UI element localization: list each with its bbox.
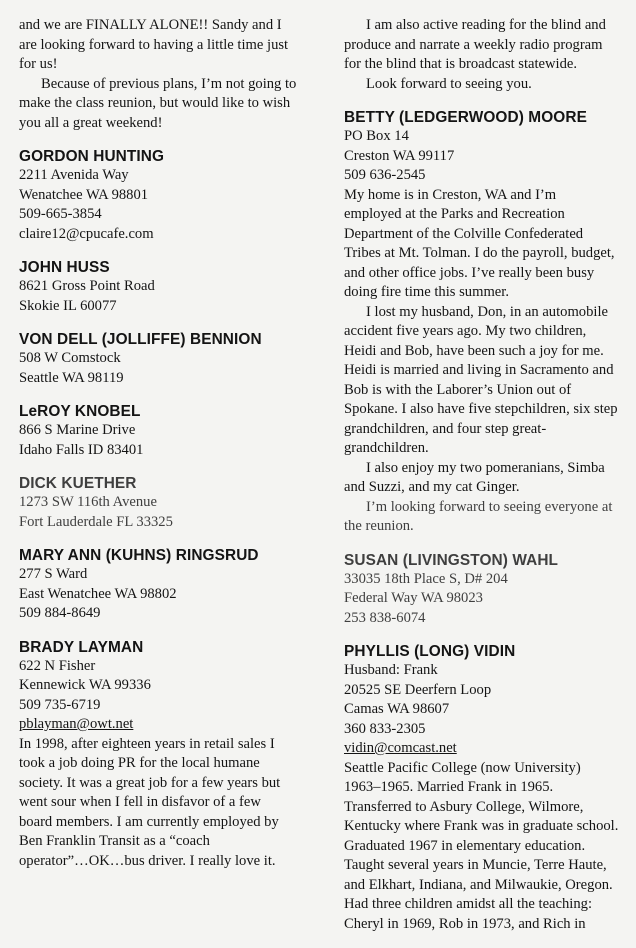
bio-line: Kentucky where Frank was in graduate school. [344,818,619,834]
text-line: Because of previous plans, I’m not going to [41,75,297,92]
intro-continuation [19,16,304,133]
bio-line: the reunion. [344,518,414,534]
entry-name: DICK KUETHER [19,475,137,492]
bio-line: and Elkhart, Indiana, and Milwaukie, Oregon. [344,876,613,893]
text-line: are looking forward to having a little time just [19,36,289,53]
bio-line: operator”…OK…bus driver. I really love it. [19,852,276,869]
bio-line: society. It was a great job for a few years but [19,774,281,791]
bio-line: grandchildren. [344,440,429,456]
left-column [19,16,304,885]
entry-susan-wahl [344,551,620,629]
address-line: Fort Lauderdale FL 33325 [19,513,173,530]
bio-line: Tribes at Mt. Tolman. I do the payroll, budget, [344,245,615,261]
phone-line: 509-665-3854 [19,206,102,222]
entry-name: BRADY LAYMAN [19,638,144,656]
address-line: 277 S Ward [19,566,88,582]
bio-line: and other office jobs. I’ve really been busy [344,264,595,281]
entry-name: GORDON HUNTING [19,148,165,165]
bio-line: Heidi and Bob, have been such a joy for me. [344,342,604,359]
bio-line: My home is in Creston, WA and I’m [344,186,557,203]
intro-continuation [344,16,620,94]
text-line: for the blind that is broadcast statewide. [344,56,578,72]
bio-line: 1963–1965. Married Frank in 1965. [344,779,554,795]
entry-name: VON DELL (JOLLIFFE) BENNION [19,331,262,348]
bio-line: employed at the Parks and Recreation [344,206,565,222]
entry-name: JOHN HUSS [19,259,110,276]
bio-line: Cheryl in 1969, Rob in 1973, and Rich in [344,915,586,932]
address-line: Kennewick WA 99336 [19,677,151,693]
text-line: Look forward to seeing you. [366,75,532,92]
bio-line: doing fire time this summer. [344,284,509,300]
entry-mary-ann-ringsrud [19,546,304,624]
address-line: 866 S Marine Drive [19,422,136,438]
spouse-line: Husband: Frank [344,662,438,678]
bio-line: Graduated 1967 in elementary education. [344,837,586,854]
bio-line: grandchildren, and four step great- [344,420,547,437]
entry-gordon-hunting [19,147,304,244]
text-line: make the class reunion, but would like to wish [19,95,291,111]
bio-line: Seattle Pacific College (now University) [344,759,581,776]
entry-john-huss [19,258,304,316]
email-link[interactable]: pblayman@owt.net [19,716,134,732]
phone-line: 509 636-2545 [344,167,426,183]
text-line: and we are FINALLY ALONE!! Sandy and I [19,17,282,33]
bio-line: Bob is with the Laborer’s Union out of [344,381,572,398]
bio-line: Had three children amidst all the teaching: [344,896,593,912]
text-line: I am also active reading for the blind and [366,17,606,33]
address-line: East Wenatchee WA 98802 [19,585,177,602]
bio-line: took a job doing PR for the local humane [19,755,260,771]
entry-name: MARY ANN (KUHNS) RINGSRUD [19,547,259,564]
entry-dick-kuether [19,474,304,532]
bio-line: I also enjoy my two pomeranians, Simba [366,459,605,476]
text-line: produce and narrate a weekly radio program [344,36,603,53]
email-link[interactable]: vidin@comcast.net [344,740,457,756]
bio-line: In 1998, after eighteen years in retail sales I [19,735,275,752]
address-line: 508 W Comstock [19,350,121,366]
address-line: Idaho Falls ID 83401 [19,441,144,458]
entry-brady-layman [19,638,304,872]
entry-betty-moore [344,108,620,537]
address-line: Seattle WA 98119 [19,369,124,386]
text-line: you all a great weekend! [19,114,163,131]
address-line: 622 N Fisher [19,657,96,674]
address-line: Camas WA 98607 [344,701,450,717]
bio-line: and Suzzi, and my cat Ginger. [344,479,520,495]
bio-line: Spokane. I also have five stepchildren, six step [344,401,618,417]
entry-von-dell-bennion [19,330,304,388]
entry-name: BETTY (LEDGERWOOD) MOORE [344,109,587,126]
address-line: 2211 Avenida Way [19,167,129,183]
phone-line: 509 884-8649 [19,605,101,621]
address-line: Federal Way WA 98023 [344,590,483,606]
bio-line: Ben Franklin Transit as a “coach [19,833,210,849]
entry-name: PHYLLIS (LONG) VIDIN [344,643,516,660]
address-line: 33035 18th Place S, D# 204 [344,570,508,587]
entry-phyllis-vidin [344,642,620,934]
bio-line: board members. I am currently employed by [19,813,279,830]
bio-line: accident five years ago. My two children, [344,323,587,339]
address-line: Creston WA 99117 [344,147,455,164]
phone-line: 253 838-6074 [344,609,426,626]
address-line: PO Box 14 [344,128,409,144]
bio-line: I lost my husband, Don, in an automobile [366,303,608,320]
bio-line: I’m looking forward to seeing everyone at [366,498,613,515]
address-line: Skokie IL 60077 [19,297,117,314]
bio-line: went sour when I fell in disfavor of a few [19,794,261,810]
phone-line: 509 735-6719 [19,696,101,713]
entry-leroy-knobel [19,402,304,460]
bio-line: Taught several years in Muncie, Terre Haute, [344,857,607,873]
address-line: 1273 SW 116th Avenue [19,494,157,510]
bio-line: Heidi is married and living in Sacramento and [344,362,614,378]
text-line: for us! [19,56,58,72]
address-line: 20525 SE Deerfern Loop [344,681,492,698]
address-line: Wenatchee WA 98801 [19,186,149,203]
email-line: claire12@cpucafe.com [19,225,154,242]
address-line: 8621 Gross Point Road [19,278,155,294]
phone-line: 360 833-2305 [344,720,426,737]
right-column [344,16,620,948]
entry-name: LeROY KNOBEL [19,403,141,420]
bio-line: Department of the Colville Confederated [344,225,584,242]
entry-name: SUSAN (LIVINGSTON) WAHL [344,551,559,569]
bio-line: Transferred to Asbury College, Wilmore, [344,798,584,815]
